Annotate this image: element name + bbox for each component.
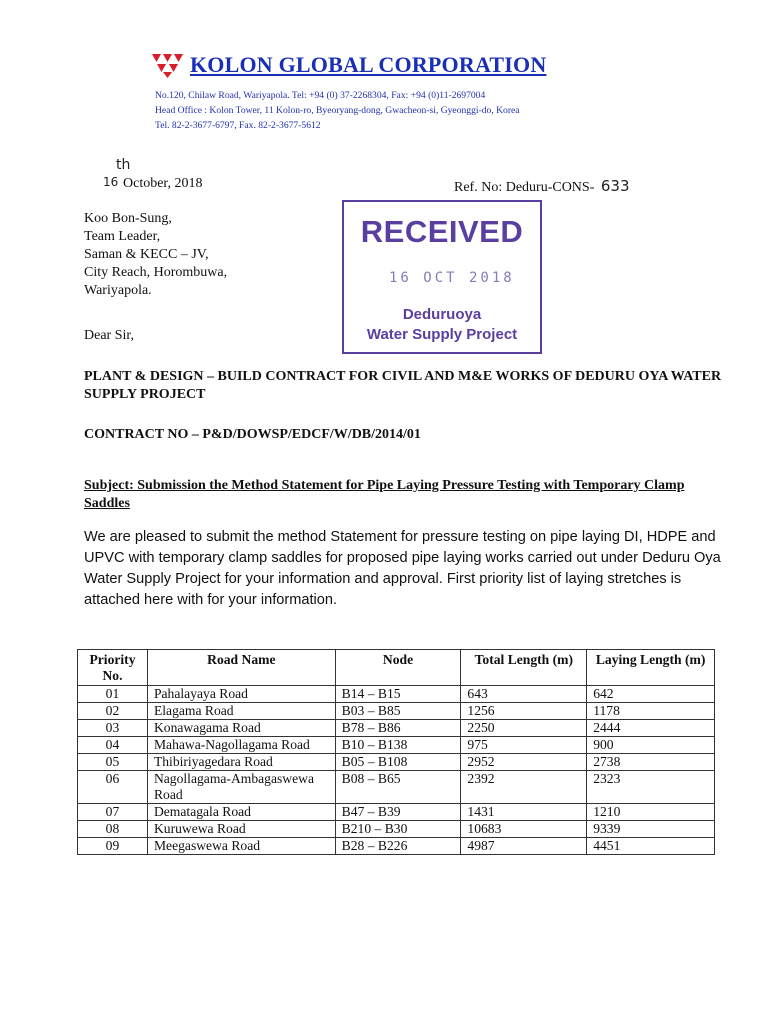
table-row [78, 821, 715, 838]
stamp-line-2: Water Supply Project [366, 326, 518, 343]
cell-total-length: 2250 [461, 720, 587, 737]
table-row [78, 737, 715, 754]
cell-laying-length: 2323 [587, 771, 715, 804]
subject-line: Subject: Submission the Method Statement for Pipe Laying Pressure Testing with Temporary Clamp Saddles [84, 478, 685, 511]
cell-laying-length: 1178 [587, 703, 715, 720]
reference-number [454, 177, 630, 196]
recipient-line: Koo Bon-Sung, [84, 211, 172, 226]
table-row [78, 804, 715, 821]
header-road-name: Road Name [147, 650, 335, 686]
reference-label: Ref. No: Deduru-CONS- [454, 180, 595, 195]
cell-laying-length: 1210 [587, 804, 715, 821]
cell-road-name: Nagollagama-Ambagaswewa Road [147, 771, 335, 804]
stamp-title: RECEIVED [360, 214, 524, 249]
cell-priority: 04 [78, 737, 148, 754]
address-line-1: No.120, Chilaw Road, Wariyapola. Tel: +94 (0) 37-2268304, Fax: +94 (0)11-2697004 [155, 90, 486, 101]
cell-priority: 01 [78, 686, 148, 703]
body-paragraph: We are pleased to submit the method Statement for pressure testing on pipe laying DI, HDPE and UPVC with temporary clamp saddles for proposed pipe laying works carried out under Deduru Oya Water Supply Project for your information and approval. First priority list of laying stretches is attached here with for your information. [84, 529, 721, 608]
cell-node: B78 – B86 [335, 720, 461, 737]
recipient-address [84, 210, 227, 300]
table-row [78, 754, 715, 771]
header-laying-length: Laying Length (m) [587, 650, 715, 686]
cell-laying-length: 642 [587, 686, 715, 703]
recipient-line: Wariyapola. [84, 283, 152, 298]
cell-node: B28 – B226 [335, 838, 461, 855]
kolon-logo-icon [150, 52, 186, 78]
cell-road-name: Dematagala Road [147, 804, 335, 821]
cell-priority: 09 [78, 838, 148, 855]
header-total-length: Total Length (m) [461, 650, 587, 686]
recipient-line: Saman & KECC – JV, [84, 247, 209, 262]
cell-total-length: 643 [461, 686, 587, 703]
contract-title: PLANT & DESIGN – BUILD CONTRACT FOR CIVIL AND M&E WORKS OF DEDURU OYA WATER SUPPLY PROJECT [84, 369, 722, 402]
stamp-date: 16 OCT 2018 [389, 270, 515, 286]
cell-laying-length: 4451 [587, 838, 715, 855]
cell-laying-length: 2738 [587, 754, 715, 771]
cell-total-length: 975 [461, 737, 587, 754]
address-line-2: Head Office : Kolon Tower, 11 Kolon-ro, Byeoryang-dong, Gwacheon-si, Gyeonggi-do, Korea [155, 105, 520, 116]
cell-node: B10 – B138 [335, 737, 461, 754]
cell-road-name: Meegaswewa Road [147, 838, 335, 855]
cell-node: B08 – B65 [335, 771, 461, 804]
company-name: KOLON GLOBAL CORPORATION [190, 52, 547, 77]
table-header-row [78, 650, 715, 686]
recipient-line: City Reach, Horombuwa, [84, 265, 228, 280]
cell-road-name: Pahalayaya Road [147, 686, 335, 703]
cell-road-name: Elagama Road [147, 703, 335, 720]
cell-road-name: Kuruwewa Road [147, 821, 335, 838]
table-row [78, 703, 715, 720]
cell-node: B05 – B108 [335, 754, 461, 771]
cell-priority: 07 [78, 804, 148, 821]
cell-node: B47 – B39 [335, 804, 461, 821]
contract-number: CONTRACT NO – P&D/DOWSP/EDCF/W/DB/2014/01 [84, 427, 421, 442]
cell-priority: 02 [78, 703, 148, 720]
cell-laying-length: 2444 [587, 720, 715, 737]
cell-priority: 06 [78, 771, 148, 804]
address-line-3: Tel. 82-2-3677-6797, Fax. 82-2-3677-5612 [155, 120, 321, 131]
cell-node: B210 – B30 [335, 821, 461, 838]
cell-total-length: 2952 [461, 754, 587, 771]
letter-date: October, 2018 [123, 176, 203, 191]
cell-total-length: 10683 [461, 821, 587, 838]
cell-road-name: Thibiriyagedara Road [147, 754, 335, 771]
cell-priority: 03 [78, 720, 148, 737]
header-node: Node [335, 650, 461, 686]
date-handwritten-day: 16 [103, 175, 119, 189]
recipient-line: Team Leader, [84, 229, 161, 244]
reference-handwritten-number: 633 [600, 177, 630, 195]
cell-total-length: 2392 [461, 771, 587, 804]
cell-road-name: Konawagama Road [147, 720, 335, 737]
cell-total-length: 1431 [461, 804, 587, 821]
date-handwritten-suffix: th [116, 157, 131, 173]
cell-total-length: 1256 [461, 703, 587, 720]
cell-laying-length: 9339 [587, 821, 715, 838]
cell-total-length: 4987 [461, 838, 587, 855]
cell-node: B03 – B85 [335, 703, 461, 720]
received-stamp [342, 200, 542, 354]
cell-priority: 05 [78, 754, 148, 771]
salutation: Dear Sir, [84, 328, 134, 343]
header-priority: Priority No. [78, 650, 148, 686]
table-row [78, 720, 715, 737]
cell-road-name: Mahawa-Nagollagama Road [147, 737, 335, 754]
table-row [78, 686, 715, 703]
priority-table [77, 649, 715, 855]
cell-priority: 08 [78, 821, 148, 838]
table-row [78, 838, 715, 855]
cell-node: B14 – B15 [335, 686, 461, 703]
letterhead [150, 52, 546, 78]
cell-laying-length: 900 [587, 737, 715, 754]
stamp-line-1: Deduruoya [402, 306, 482, 323]
table-row [78, 771, 715, 804]
